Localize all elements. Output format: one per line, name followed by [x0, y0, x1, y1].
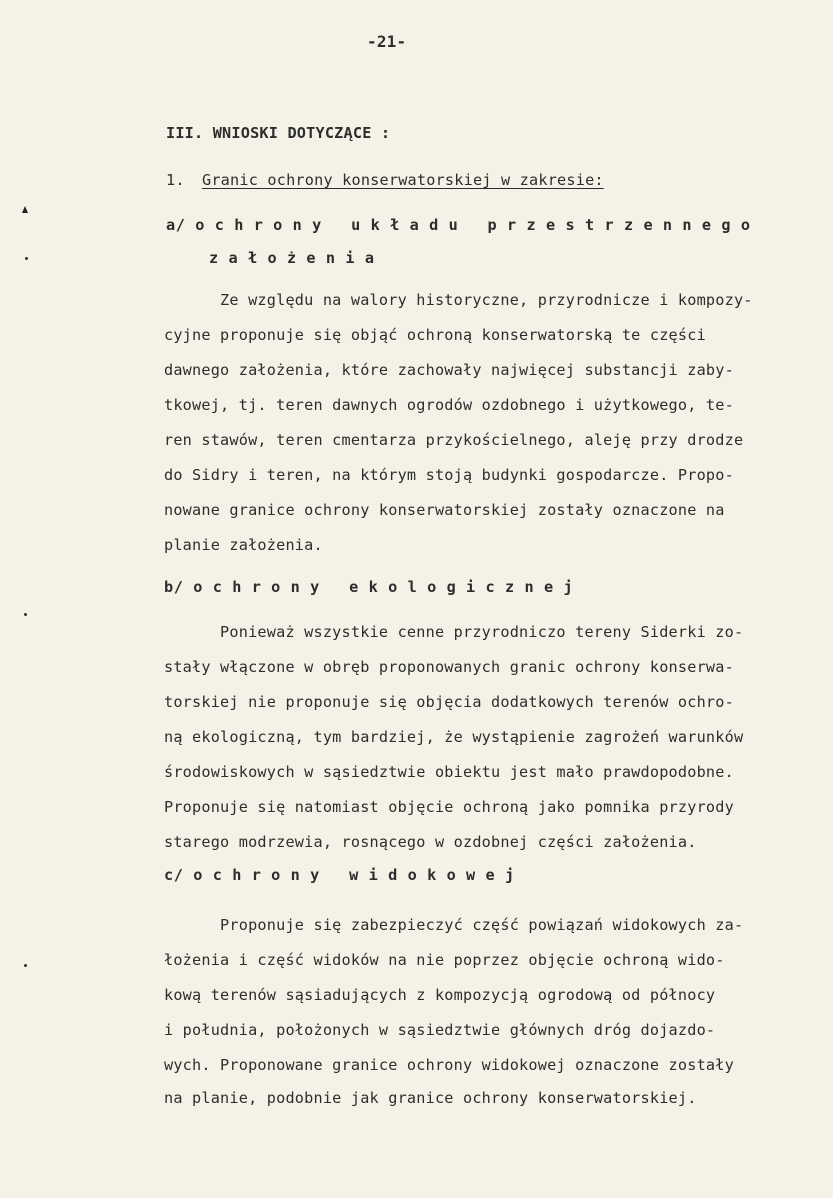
paragraph-line: i południa, położonych w sąsiedztwie głównych dróg dojazdo- [164, 1021, 716, 1039]
paragraph-line: do Sidry i teren, na którym stoją budynki gospodarcze. Propo- [164, 466, 734, 484]
paragraph-line: starego modrzewia, rosnącego w ozdobnej części założenia. [164, 833, 697, 851]
subsection-b-label: b/ o c h r o n y e k o l o g i c z n e j [164, 578, 574, 596]
paragraph-line: ną ekologiczną, tym bardziej, że wystąpienie zagrożeń warunków [164, 728, 744, 746]
paragraph-line: nowane granice ochrony konserwatorskiej zostały oznaczone na [164, 501, 725, 519]
paragraph-line: wych. Proponowane granice ochrony widokowej oznaczone zostały [164, 1056, 734, 1074]
paragraph-line: Proponuje się zabezpieczyć część powiązań widokowych za- [164, 916, 744, 934]
paragraph-line: Proponuje się natomiast objęcie ochroną jako pomnika przyrody [164, 798, 734, 816]
paragraph-line: ren stawów, teren cmentarza przykościelnego, aleję przy drodze [164, 431, 744, 449]
paragraph-line: tkowej, tj. teren dawnych ogrodów ozdobnego i użytkowego, te- [164, 396, 734, 414]
page-number: -21- [367, 32, 407, 51]
paragraph-line: na planie, podobnie jak granice ochrony konserwatorskiej. [164, 1089, 697, 1107]
paragraph-line: środowiskowych w sąsiedztwie obiektu jest mało prawdopodobne. [164, 763, 734, 781]
subsection-c-label: c/ o c h r o n y w i d o k o w e j [164, 866, 515, 884]
paragraph-line: cyjne proponuje się objąć ochroną konserwatorską te części [164, 326, 706, 344]
paragraph-line: dawnego założenia, które zachowały najwięcej substancji zaby- [164, 361, 734, 379]
section-1-title: Granic ochrony konserwatorskiej w zakresie: [202, 171, 604, 189]
punch-mark [24, 964, 27, 967]
paragraph-line: Ponieważ wszystkie cenne przyrodniczo tereny Siderki zo- [164, 623, 744, 641]
subsection-a-label: a/ o c h r o n y u k ł a d u p r z e s t r z e n n e g o [166, 216, 751, 234]
paragraph-line: planie założenia. [164, 536, 323, 554]
paragraph-line: łożenia i część widoków na nie poprzez objęcie ochroną wido- [164, 951, 725, 969]
section-heading: III. WNIOSKI DOTYCZĄCE : [166, 124, 391, 142]
paragraph-line: kową terenów sąsiadujących z kompozycją ogrodową od północy [164, 986, 716, 1004]
punch-mark [22, 206, 28, 213]
paragraph-line: Ze względu na walory historyczne, przyrodnicze i kompozy- [164, 291, 753, 309]
punch-mark [25, 257, 28, 260]
paragraph-line: torskiej nie proponuje się objęcia dodatkowych terenów ochro- [164, 693, 734, 711]
paragraph-line: stały włączone w obręb proponowanych granic ochrony konserwa- [164, 658, 734, 676]
punch-mark [24, 613, 27, 616]
section-1-number: 1. [166, 171, 185, 189]
subsection-a-label-cont: z a ł o ż e n i a [209, 249, 375, 267]
